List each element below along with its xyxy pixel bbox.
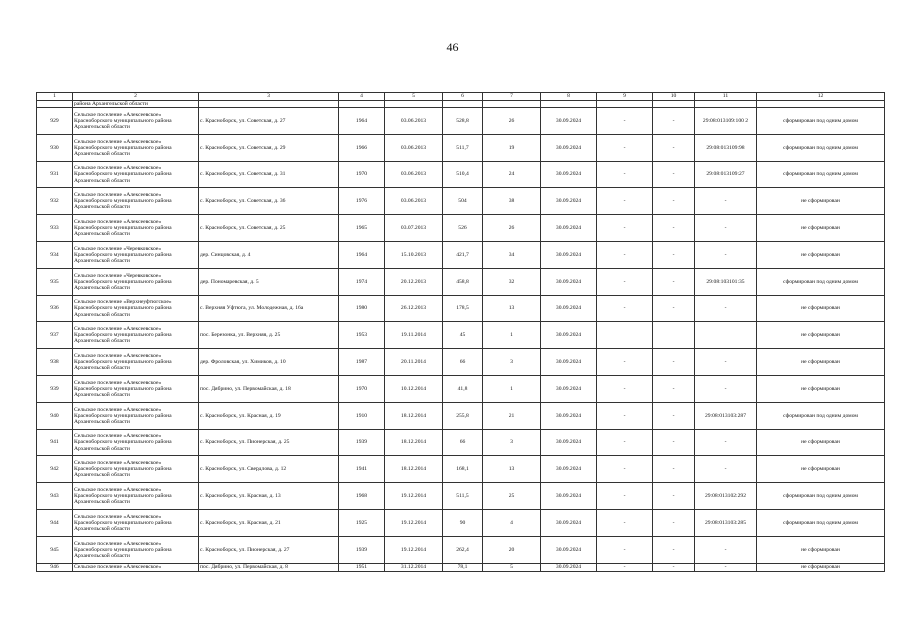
address-cell: с. Красноборск, ул. Советская, д. 36 — [199, 188, 339, 215]
area-cell: 421,7 — [443, 241, 483, 268]
column-number: 3 — [199, 93, 339, 101]
check-date-cell: 30.09.2024 — [541, 215, 597, 242]
count-cell: 3 — [483, 429, 541, 456]
check-date-cell: 30.09.2024 — [541, 295, 597, 322]
area-cell: 41,8 — [443, 375, 483, 402]
row-number: 932 — [37, 188, 73, 215]
date-cell: 26.12.2013 — [385, 295, 443, 322]
owner-cell: Сельское поселение «Черевковское» Красноборского муниципального района Архангельской области — [73, 268, 199, 295]
table-row — [37, 108, 885, 135]
row-number: 945 — [37, 536, 73, 563]
area-cell: 90 — [443, 509, 483, 536]
year-cell: 1939 — [339, 429, 385, 456]
area-cell: 66 — [443, 349, 483, 376]
area-cell: 526 — [443, 215, 483, 242]
address-cell: дер. Синцовская, д. 4 — [199, 241, 339, 268]
table-row — [37, 268, 885, 295]
year-cell: 1987 — [339, 349, 385, 376]
owner-cell: Сельское поселение «Алексеевское» Красноборского муниципального района Архангельской области — [73, 483, 199, 510]
table-row — [37, 563, 885, 572]
cadastral-cell: 29:08:013109:27 — [695, 161, 757, 188]
col10-cell: - — [653, 456, 695, 483]
year-cell: 1970 — [339, 161, 385, 188]
column-number-row — [37, 93, 885, 101]
address-cell: с. Красноборск, ул. Советская, д. 25 — [199, 215, 339, 242]
date-cell: 03.06.2013 — [385, 161, 443, 188]
col9-cell: - — [597, 215, 653, 242]
check-date-cell: 30.09.2024 — [541, 375, 597, 402]
count-cell: 1 — [483, 322, 541, 349]
owner-cell: Сельское поселение «Алексеевское» Красноборского муниципального района Архангельской области — [73, 375, 199, 402]
check-date-cell: 30.09.2024 — [541, 509, 597, 536]
cadastral-cell: - — [695, 188, 757, 215]
status-cell: не сформирован — [757, 188, 885, 215]
check-date-cell: 30.09.2024 — [541, 241, 597, 268]
check-date-cell: 30.09.2024 — [541, 349, 597, 376]
col10-cell: - — [653, 295, 695, 322]
count-cell: 3 — [483, 349, 541, 376]
table-row — [37, 215, 885, 242]
col10-cell: - — [653, 215, 695, 242]
area-cell: 66 — [443, 429, 483, 456]
column-number: 9 — [597, 93, 653, 101]
page-number: 46 — [446, 40, 459, 54]
cadastral-cell: - — [695, 375, 757, 402]
row-number: 934 — [37, 241, 73, 268]
row-number: 938 — [37, 349, 73, 376]
table-row — [37, 429, 885, 456]
count-cell: 32 — [483, 268, 541, 295]
column-number: 12 — [757, 93, 885, 101]
status-cell: сформирован под одним домом — [757, 134, 885, 161]
year-cell: 1941 — [339, 456, 385, 483]
area-cell: 511,5 — [443, 483, 483, 510]
count-cell: 25 — [483, 483, 541, 510]
cadastral-cell: - — [695, 563, 757, 572]
year-cell: 1965 — [339, 215, 385, 242]
status-cell: не сформирован — [757, 536, 885, 563]
owner-cell: Сельское поселение «Алексеевское» Красноборского муниципального района Архангельской области — [73, 349, 199, 376]
cadastral-cell: 29:08:013109:100 2 — [695, 108, 757, 135]
col9-cell: - — [597, 483, 653, 510]
status-cell: не сформирован — [757, 429, 885, 456]
cadastral-cell: - — [695, 429, 757, 456]
status-cell: не сформирован — [757, 241, 885, 268]
table-row — [37, 536, 885, 563]
row-number: 941 — [37, 429, 73, 456]
check-date-cell: 30.09.2024 — [541, 563, 597, 572]
col10-cell — [653, 322, 695, 349]
year-cell: 1951 — [339, 563, 385, 572]
count-cell: 1 — [483, 375, 541, 402]
check-date-cell: 30.09.2024 — [541, 483, 597, 510]
area-cell: 528,8 — [443, 108, 483, 135]
col9-cell: - — [597, 241, 653, 268]
row-number: 937 — [37, 322, 73, 349]
date-cell: 19.12.2014 — [385, 483, 443, 510]
row-number: 930 — [37, 134, 73, 161]
table-row — [37, 375, 885, 402]
col9-cell: - — [597, 161, 653, 188]
address-cell: дер. Фроловская, ул. Химиков, д. 10 — [199, 349, 339, 376]
col9-cell: - — [597, 536, 653, 563]
year-cell: 1976 — [339, 188, 385, 215]
count-cell: 13 — [483, 295, 541, 322]
owner-cell: Сельское поселение «Алексеевское» Красноборского муниципального района Архангельской области — [73, 536, 199, 563]
date-cell: 20.11.2014 — [385, 349, 443, 376]
owner-cell: Сельское поселение «Черевковское» Красноборского муниципального района Архангельской области — [73, 241, 199, 268]
year-cell: 1966 — [339, 134, 385, 161]
table-row — [37, 188, 885, 215]
col10-cell: - — [653, 268, 695, 295]
check-date-cell: 30.09.2024 — [541, 536, 597, 563]
date-cell: 10.12.2014 — [385, 375, 443, 402]
table-row — [37, 161, 885, 188]
year-cell: 1910 — [339, 402, 385, 429]
owner-cell: Сельское поселение «Алексеевское» Красноборского муниципального района Архангельской области — [73, 134, 199, 161]
cadastral-cell: 29:08:013103:287 — [695, 402, 757, 429]
area-cell: 78,1 — [443, 563, 483, 572]
table-row — [37, 509, 885, 536]
cadastral-cell — [695, 322, 757, 349]
column-number: 5 — [385, 93, 443, 101]
owner-cell: Сельское поселение «Алексеевское» Красноборского муниципального района Архангельской области — [73, 429, 199, 456]
count-cell: 19 — [483, 134, 541, 161]
column-number: 6 — [443, 93, 483, 101]
date-cell: 20.12.2013 — [385, 268, 443, 295]
area-cell: 510,4 — [443, 161, 483, 188]
col10-cell: - — [653, 134, 695, 161]
row-number: 944 — [37, 509, 73, 536]
check-date-cell: 30.09.2024 — [541, 161, 597, 188]
col9-cell: - — [597, 429, 653, 456]
cadastral-cell: - — [695, 295, 757, 322]
date-cell: 18.12.2014 — [385, 429, 443, 456]
row-number: 929 — [37, 108, 73, 135]
count-cell: 21 — [483, 402, 541, 429]
row-number: 942 — [37, 456, 73, 483]
column-number: 11 — [695, 93, 757, 101]
col10-cell: - — [653, 536, 695, 563]
row-number: 946 — [37, 563, 73, 572]
year-cell: 1970 — [339, 375, 385, 402]
address-cell: пос. Дябрино, ул. Первомайская, д. 18 — [199, 375, 339, 402]
area-cell: 178,5 — [443, 295, 483, 322]
year-cell: 1968 — [339, 483, 385, 510]
count-cell: 34 — [483, 241, 541, 268]
status-cell: не сформирован — [757, 215, 885, 242]
col10-cell: - — [653, 188, 695, 215]
row-number: 943 — [37, 483, 73, 510]
date-cell: 19.12.2014 — [385, 536, 443, 563]
check-date-cell: 30.09.2024 — [541, 268, 597, 295]
address-cell: с. Красноборск, ул. Советская, д. 27 — [199, 108, 339, 135]
date-cell: 19.12.2014 — [385, 509, 443, 536]
row-number: 931 — [37, 161, 73, 188]
status-cell: не сформирован — [757, 375, 885, 402]
row-number: 940 — [37, 402, 73, 429]
date-cell: 03.06.2013 — [385, 134, 443, 161]
check-date-cell: 30.09.2024 — [541, 429, 597, 456]
check-date-cell: 30.09.2024 — [541, 108, 597, 135]
col9-cell: - — [597, 375, 653, 402]
col10-cell: - — [653, 241, 695, 268]
table-row — [37, 349, 885, 376]
date-cell: 03.07.2013 — [385, 215, 443, 242]
status-cell: не сформирован — [757, 295, 885, 322]
col9-cell: - — [597, 402, 653, 429]
table-row — [37, 134, 885, 161]
owner-cell: Сельское поселение «Алексеевское» Красноборского муниципального района Архангельской области — [73, 402, 199, 429]
owner-cell: Сельское поселение «Алексеевское» Красноборского муниципального района Архангельской области — [73, 161, 199, 188]
col10-cell: - — [653, 483, 695, 510]
count-cell: 24 — [483, 161, 541, 188]
status-cell: сформирован под одним домом — [757, 108, 885, 135]
owner-cell: Сельское поселение «Алексеевское» Красноборского муниципального района Архангельской области — [73, 215, 199, 242]
column-number: 10 — [653, 93, 695, 101]
column-number: 1 — [37, 93, 73, 101]
row-number: 933 — [37, 215, 73, 242]
row-number: 939 — [37, 375, 73, 402]
check-date-cell: 30.09.2024 — [541, 402, 597, 429]
address-cell: дер. Пономаревская, д. 5 — [199, 268, 339, 295]
col9-cell: - — [597, 108, 653, 135]
col10-cell: - — [653, 509, 695, 536]
col9-cell: - — [597, 268, 653, 295]
col10-cell: - — [653, 429, 695, 456]
address-cell: с. Красноборск, ул. Пионерская, д. 25 — [199, 429, 339, 456]
count-cell: 4 — [483, 509, 541, 536]
owner-cell: Сельское поселение «Алексеевское» Красноборского муниципального района Архангельской области — [73, 322, 199, 349]
date-cell: 03.06.2013 — [385, 108, 443, 135]
column-number: 8 — [541, 93, 597, 101]
count-cell: 26 — [483, 215, 541, 242]
table-row — [37, 483, 885, 510]
year-cell: 1964 — [339, 108, 385, 135]
status-cell: не сформирован — [757, 563, 885, 572]
year-cell: 1964 — [339, 241, 385, 268]
date-cell: 19.11.2014 — [385, 322, 443, 349]
column-number: 2 — [73, 93, 199, 101]
col9-cell — [597, 322, 653, 349]
year-cell: 1980 — [339, 295, 385, 322]
check-date-cell: 30.09.2024 — [541, 188, 597, 215]
address-cell: с. Красноборск, ул. Советская, д. 29 — [199, 134, 339, 161]
area-cell: 458,8 — [443, 268, 483, 295]
continuation-text: района Архангельской области — [73, 100, 199, 108]
owner-cell: Сельское поселение «Верхнеуфтюгское» Красноборского муниципального района Архангельской области — [73, 295, 199, 322]
status-cell: сформирован под одним домом — [757, 509, 885, 536]
owner-cell: Сельское поселение «Алексеевское» Красноборского муниципального района Архангельской области — [73, 509, 199, 536]
address-cell: с. Красноборск, ул. Свердлова, д. 12 — [199, 456, 339, 483]
year-cell: 1953 — [339, 322, 385, 349]
area-cell: 511,7 — [443, 134, 483, 161]
table-row — [37, 322, 885, 349]
address-cell: с. Красноборск, ул. Красная, д. 21 — [199, 509, 339, 536]
table-row — [37, 295, 885, 322]
year-cell: 1974 — [339, 268, 385, 295]
status-cell: сформирован под одним домом — [757, 483, 885, 510]
count-cell: 20 — [483, 536, 541, 563]
col10-cell: - — [653, 375, 695, 402]
owner-cell: Сельское поселение «Алексеевское» Красноборского муниципального района Архангельской области — [73, 108, 199, 135]
cadastral-cell: 29:08:013102:292 — [695, 483, 757, 510]
owner-cell: Сельское поселение «Алексеевское» Красноборского муниципального района Архангельской области — [73, 188, 199, 215]
col10-cell: - — [653, 161, 695, 188]
col10-cell: - — [653, 402, 695, 429]
check-date-cell: 30.09.2024 — [541, 134, 597, 161]
address-cell: с. Красноборск, ул. Красная, д. 19 — [199, 402, 339, 429]
registry-table-wrap — [36, 92, 884, 572]
area-cell: 504 — [443, 188, 483, 215]
address-cell: с. Красноборск, ул. Красная, д. 13 — [199, 483, 339, 510]
cadastral-cell: - — [695, 456, 757, 483]
year-cell: 1939 — [339, 536, 385, 563]
check-date-cell: 30.09.2024 — [541, 456, 597, 483]
col10-cell: - — [653, 563, 695, 572]
date-cell: 18.12.2014 — [385, 456, 443, 483]
col9-cell: - — [597, 349, 653, 376]
address-cell: пос. Березонка, ул. Верхняя, д. 25 — [199, 322, 339, 349]
area-cell: 262,4 — [443, 536, 483, 563]
col9-cell: - — [597, 295, 653, 322]
status-cell: сформирован под одним домом — [757, 161, 885, 188]
row-number: 935 — [37, 268, 73, 295]
status-cell: сформирован под одним домом — [757, 402, 885, 429]
year-cell: 1925 — [339, 509, 385, 536]
owner-cell: Сельское поселение «Алексеевское» — [73, 563, 199, 572]
count-cell: 26 — [483, 108, 541, 135]
address-cell: с. Красноборск, ул. Пионерская, д. 27 — [199, 536, 339, 563]
date-cell: 15.10.2013 — [385, 241, 443, 268]
area-cell: 168,1 — [443, 456, 483, 483]
continuation-row — [37, 100, 885, 108]
col10-cell: - — [653, 108, 695, 135]
status-cell: не сформирован — [757, 456, 885, 483]
date-cell: 18.12.2014 — [385, 402, 443, 429]
col9-cell: - — [597, 563, 653, 572]
table-row — [37, 402, 885, 429]
table-row — [37, 456, 885, 483]
col10-cell: - — [653, 349, 695, 376]
status-cell: сформирован под одним домом — [757, 268, 885, 295]
cadastral-cell: - — [695, 241, 757, 268]
status-cell: не сформирован — [757, 349, 885, 376]
row-number: 936 — [37, 295, 73, 322]
owner-cell: Сельское поселение «Алексеевское» Красноборского муниципального района Архангельской области — [73, 456, 199, 483]
cadastral-cell: 29:08:103101:35 — [695, 268, 757, 295]
col9-cell: - — [597, 188, 653, 215]
address-cell: пос. Дябрино, ул. Первомайская, д. 8 — [199, 563, 339, 572]
date-cell: 31.12.2014 — [385, 563, 443, 572]
col9-cell: - — [597, 456, 653, 483]
table-row — [37, 241, 885, 268]
col9-cell: - — [597, 509, 653, 536]
address-cell: с. Красноборск, ул. Советская, д. 31 — [199, 161, 339, 188]
count-cell: 13 — [483, 456, 541, 483]
table-body — [37, 93, 885, 572]
column-number: 4 — [339, 93, 385, 101]
date-cell: 03.06.2013 — [385, 188, 443, 215]
cadastral-cell: - — [695, 536, 757, 563]
cadastral-cell: - — [695, 215, 757, 242]
area-cell: 45 — [443, 322, 483, 349]
check-date-cell: 30.09.2024 — [541, 322, 597, 349]
cadastral-cell: 29:08:013103:285 — [695, 509, 757, 536]
status-cell: не сформирован — [757, 322, 885, 349]
count-cell: 38 — [483, 188, 541, 215]
cadastral-cell: - — [695, 349, 757, 376]
address-cell: с. Верхняя Уфтюга, ул. Молодежная, д. 16а — [199, 295, 339, 322]
cadastral-cell: 29:08:013109:98 — [695, 134, 757, 161]
registry-table — [36, 92, 885, 572]
area-cell: 255,8 — [443, 402, 483, 429]
col9-cell: - — [597, 134, 653, 161]
count-cell: 5 — [483, 563, 541, 572]
column-number: 7 — [483, 93, 541, 101]
